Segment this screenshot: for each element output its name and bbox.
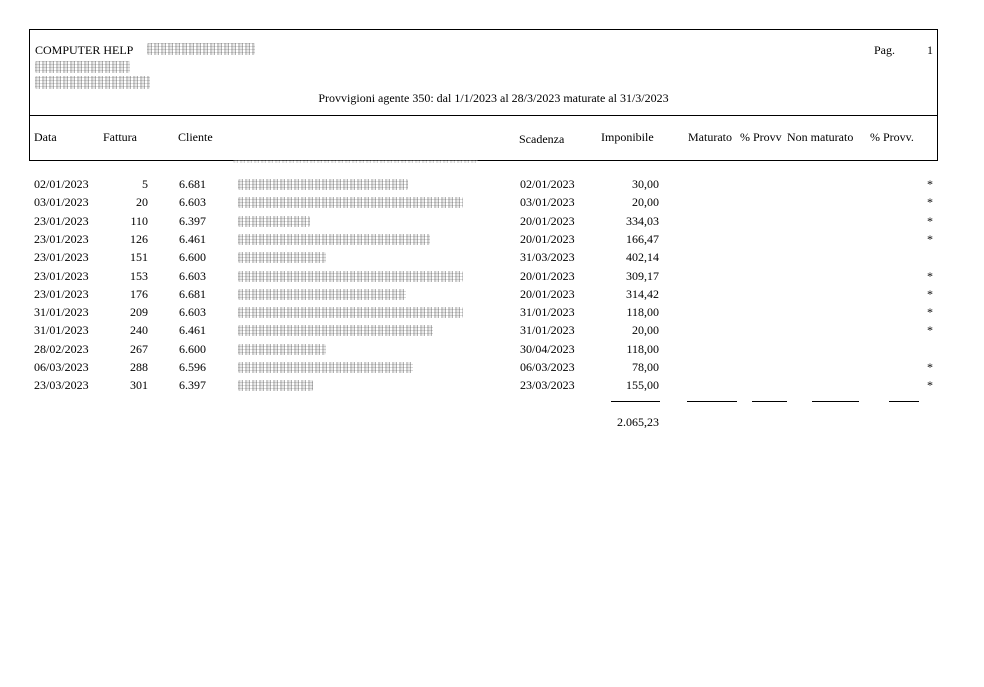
company-name [35,43,133,58]
report-header [29,29,938,116]
cell-cliente: 6.600 [179,250,206,265]
cell-imponibile: 402,14 [626,250,659,265]
cell-imponibile: 118,00 [626,341,659,356]
col-header-perc-provv: % Provv [740,130,782,144]
page-number: 1 [927,43,933,57]
cell-data: 23/01/2023 [34,231,89,246]
cell-fattura: 151 [130,250,148,265]
cell-fattura: 20 [136,195,148,210]
cell-data: 03/01/2023 [34,195,89,210]
cell-cliente: 6.603 [179,195,206,210]
cell-mark: * [927,213,933,228]
cell-data: 23/01/2023 [34,213,89,228]
cell-fattura: 240 [130,323,148,338]
redacted-company-suffix [147,43,255,55]
cell-data: 02/01/2023 [34,177,89,191]
cell-imponibile: 334,03 [626,213,659,228]
redacted-client-name [238,362,413,373]
cell-data: 31/01/2023 [34,305,89,320]
cell-data: 31/01/2023 [34,323,89,338]
redacted-client-name [238,307,463,318]
redacted-client-name [238,325,433,336]
cell-mark: * [927,378,933,393]
redacted-client-name [238,344,326,355]
cell-cliente: 6.397 [179,213,206,228]
cell-imponibile: 78,00 [632,360,659,374]
cell-data: 23/01/2023 [34,268,89,283]
cell-fattura: 267 [130,341,148,356]
cell-cliente: 6.681 [179,286,206,301]
cell-fattura: 153 [130,268,148,283]
cell-mark: * [927,195,933,210]
table-row [0,360,984,378]
col-header-cliente: Cliente [178,130,213,144]
report-title: Provvigioni agente 350: dal 1/1/2023 al 28/3/2023 maturate al 31/3/2023 [318,91,669,105]
total-rule-imponibile [611,401,660,402]
table-row [0,287,984,305]
total-rule-maturato [687,401,737,402]
col-header-maturato: Maturato [688,130,732,144]
cell-scadenza: 20/01/2023 [520,213,575,228]
cell-imponibile: 20,00 [632,323,659,338]
cell-scadenza: 03/01/2023 [520,195,575,210]
cell-data: 06/03/2023 [34,360,89,374]
table-row [0,195,984,213]
cell-mark: * [927,360,933,374]
table-row [0,378,984,396]
redacted-client-name [238,289,406,300]
cell-cliente: 6.461 [179,231,206,246]
redacted-header-dots [233,160,478,163]
cell-cliente: 6.596 [179,360,206,374]
cell-scadenza: 02/01/2023 [520,177,575,191]
cell-cliente: 6.600 [179,341,206,356]
table-row [0,177,984,195]
cell-cliente: 6.397 [179,378,206,393]
redacted-client-name [238,216,310,227]
cell-mark: * [927,231,933,246]
total-imponibile: 2.065,23 [617,415,659,429]
table-row [0,214,984,232]
table-row [0,342,984,360]
cell-scadenza: 20/01/2023 [520,286,575,301]
cell-mark: * [927,286,933,301]
cell-fattura: 209 [130,305,148,320]
table-row [0,305,984,323]
table-row [0,323,984,341]
total-rule-perc-provv [752,401,787,402]
table-row [0,250,984,268]
redacted-client-name [238,234,430,245]
redacted-client-name [238,271,463,282]
cell-imponibile: 118,00 [626,305,659,320]
cell-data: 28/02/2023 [34,341,89,356]
cell-cliente: 6.461 [179,323,206,338]
table-row [0,269,984,287]
redacted-client-name [238,252,326,263]
total-rule-perc-provv-2 [889,401,919,402]
cell-imponibile: 309,17 [626,268,659,283]
cell-fattura: 301 [130,378,148,393]
total-rule-non-maturato [812,401,859,402]
col-header-fattura: Fattura [103,130,137,144]
cell-scadenza: 31/03/2023 [520,250,575,265]
cell-scadenza: 23/03/2023 [520,378,575,393]
cell-imponibile: 314,42 [626,286,659,301]
cell-imponibile: 20,00 [632,195,659,210]
cell-cliente: 6.603 [179,268,206,283]
cell-scadenza: 31/01/2023 [520,323,575,338]
cell-data: 23/03/2023 [34,378,89,393]
col-header-scadenza: Scadenza [519,132,565,146]
company-name-text: COMPUTER HELP [35,43,134,57]
column-header-row [29,116,938,161]
table-row [0,232,984,250]
cell-scadenza: 31/01/2023 [520,305,575,320]
cell-data: 23/01/2023 [34,250,89,265]
cell-mark: * [927,268,933,283]
redacted-client-name [238,380,313,391]
cell-imponibile: 30,00 [632,177,659,191]
col-header-imponibile: Imponibile [601,130,654,144]
cell-imponibile: 166,47 [626,231,659,246]
cell-fattura: 288 [130,360,148,374]
cell-cliente: 6.681 [179,177,206,191]
cell-imponibile: 155,00 [626,378,659,393]
cell-scadenza: 20/01/2023 [520,231,575,246]
cell-fattura: 110 [130,213,148,228]
cell-scadenza: 30/04/2023 [520,341,575,356]
redacted-address-line-2 [35,76,150,89]
cell-scadenza: 06/03/2023 [520,360,575,374]
page-label: Pag. [874,43,895,57]
cell-fattura: 176 [130,286,148,301]
cell-mark: * [927,177,933,191]
col-header-perc-provv-2: % Provv. [870,130,914,144]
cell-mark: * [927,305,933,320]
cell-scadenza: 20/01/2023 [520,268,575,283]
col-header-non-maturato: Non maturato [787,130,854,144]
cell-cliente: 6.603 [179,305,206,320]
redacted-client-name [238,197,463,208]
redacted-address-line-1 [35,61,130,73]
cell-fattura: 5 [142,177,148,191]
cell-fattura: 126 [130,231,148,246]
col-header-data: Data [34,130,57,144]
cell-mark: * [927,323,933,338]
cell-data: 23/01/2023 [34,286,89,301]
redacted-client-name [238,179,408,190]
